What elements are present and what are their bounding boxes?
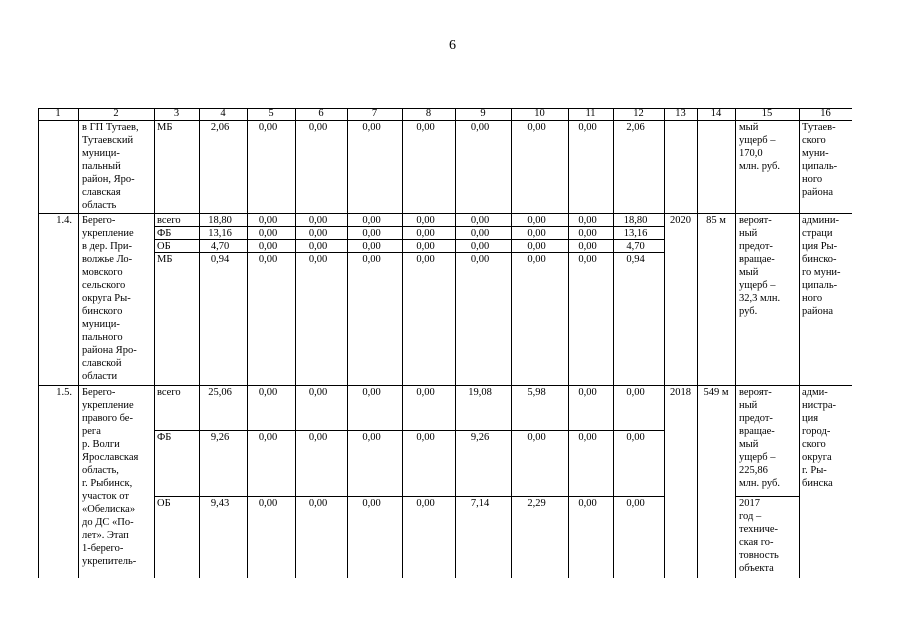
object-name-line: р. Волги bbox=[82, 439, 120, 450]
value-cell: 0,00 bbox=[416, 432, 435, 443]
object-name-line: славской bbox=[82, 358, 122, 369]
object-name-line: рега bbox=[82, 426, 101, 437]
value-cell: 4,70 bbox=[210, 241, 230, 252]
funding-source: ФБ bbox=[157, 432, 172, 443]
funding-source: МБ bbox=[157, 254, 173, 265]
value-cell: 0,00 bbox=[258, 241, 278, 252]
page-number: 6 bbox=[449, 38, 456, 53]
value-cell: 0,00 bbox=[308, 241, 328, 252]
value-cell: 0,00 bbox=[362, 215, 381, 226]
object-name-line: укрепление bbox=[82, 400, 134, 411]
value-cell: 18,80 bbox=[208, 215, 232, 226]
note-line: техниче- bbox=[739, 524, 779, 535]
note-line: год – bbox=[739, 511, 762, 522]
responsible-line: ция bbox=[802, 413, 819, 424]
object-name-line: пального bbox=[82, 332, 123, 343]
object-name-line: в дер. При- bbox=[82, 241, 133, 252]
note-line: руб. bbox=[739, 306, 758, 317]
responsible-line: го муни- bbox=[802, 267, 841, 278]
value-cell: 5,98 bbox=[527, 387, 546, 398]
value-cell: 0,00 bbox=[362, 228, 381, 239]
value-cell: 0,00 bbox=[527, 254, 546, 265]
note-line: млн. руб. bbox=[739, 478, 780, 489]
value-cell: 0,00 bbox=[362, 498, 381, 509]
note-line: товность bbox=[739, 550, 779, 561]
note-line: млн. руб. bbox=[739, 161, 780, 172]
note-line: ный bbox=[739, 228, 758, 239]
note-line: предот- bbox=[739, 241, 773, 252]
object-name-line: участок от bbox=[82, 491, 129, 502]
value-cell: 0,00 bbox=[258, 228, 278, 239]
length-cell: 549 м bbox=[703, 387, 729, 398]
value-cell: 0,00 bbox=[527, 215, 546, 226]
object-name-line: область, bbox=[82, 465, 119, 476]
value-cell: 0,00 bbox=[527, 122, 546, 133]
value-cell: 0,00 bbox=[578, 215, 597, 226]
responsible-line: г. Ры- bbox=[802, 465, 827, 476]
value-cell: 0,00 bbox=[626, 387, 645, 398]
responsible-line: округа bbox=[802, 452, 832, 463]
value-cell: 0,00 bbox=[258, 432, 278, 443]
object-name-line: укрепитель- bbox=[82, 556, 137, 567]
funding-source: ФБ bbox=[157, 228, 172, 239]
note-line: ущерб – bbox=[739, 280, 776, 291]
value-cell: 0,00 bbox=[416, 254, 435, 265]
note-line: 32,3 млн. bbox=[739, 293, 781, 304]
year-cell: 2020 bbox=[670, 215, 691, 226]
note-line: ный bbox=[739, 400, 758, 411]
value-cell: 18,80 bbox=[623, 215, 648, 226]
value-cell: 0,00 bbox=[362, 122, 381, 133]
responsible-line: ного bbox=[802, 174, 823, 185]
header-cell: 11 bbox=[585, 108, 596, 119]
header-cell: 8 bbox=[425, 108, 432, 119]
value-cell: 0,00 bbox=[578, 432, 597, 443]
note-line: вращае- bbox=[739, 426, 775, 437]
object-name-line: бинского bbox=[82, 306, 123, 317]
object-name-line: укрепление bbox=[82, 228, 134, 239]
header-cell: 9 bbox=[480, 108, 486, 119]
object-name-line: сельского bbox=[82, 280, 126, 291]
value-cell: 0,00 bbox=[362, 241, 381, 252]
note-line: вероят- bbox=[739, 215, 772, 226]
object-name-line: пальный bbox=[82, 161, 121, 172]
responsible-line: ципаль- bbox=[802, 161, 838, 172]
value-cell: 2,06 bbox=[210, 122, 230, 133]
object-name-line: Берего- bbox=[82, 215, 116, 226]
note-line: 170,0 bbox=[739, 148, 763, 159]
value-cell: 0,00 bbox=[308, 228, 328, 239]
object-name-line: района Яро- bbox=[82, 345, 137, 356]
object-name-line: муници- bbox=[82, 148, 120, 159]
value-cell: 0,00 bbox=[470, 228, 490, 239]
value-cell: 0,00 bbox=[416, 387, 435, 398]
responsible-line: района bbox=[802, 306, 834, 317]
responsible-line: ского bbox=[802, 439, 826, 450]
responsible-line: Тутаев- bbox=[802, 122, 836, 133]
responsible-line: страци bbox=[802, 228, 833, 239]
value-cell: 2,06 bbox=[626, 122, 645, 133]
value-cell: 0,00 bbox=[416, 215, 435, 226]
value-cell: 0,00 bbox=[258, 254, 278, 265]
value-cell: 13,16 bbox=[623, 228, 648, 239]
value-cell: 0,00 bbox=[527, 432, 546, 443]
responsible-line: района bbox=[802, 187, 834, 198]
header-cell: 10 bbox=[534, 108, 545, 119]
note-line: 225,86 bbox=[739, 465, 768, 476]
value-cell: 2,29 bbox=[527, 498, 546, 509]
responsible-line: город- bbox=[802, 426, 831, 437]
object-name-line: до ДС «По- bbox=[82, 517, 134, 528]
data-table bbox=[38, 108, 852, 578]
object-name-line: волжье Ло- bbox=[82, 254, 133, 265]
responsible-line: ция Ры- bbox=[802, 241, 838, 252]
value-cell: 0,94 bbox=[210, 254, 230, 265]
value-cell: 0,00 bbox=[258, 498, 278, 509]
value-cell: 0,00 bbox=[258, 387, 278, 398]
value-cell: 0,00 bbox=[416, 241, 435, 252]
value-cell: 0,00 bbox=[308, 498, 328, 509]
value-cell: 0,00 bbox=[527, 241, 546, 252]
note-line: вращае- bbox=[739, 254, 775, 265]
note-line: 2017 bbox=[739, 498, 760, 509]
note-line: ская го- bbox=[739, 537, 774, 548]
value-cell: 9,43 bbox=[210, 498, 230, 509]
funding-source: всего bbox=[157, 215, 181, 226]
value-cell: 7,14 bbox=[470, 498, 490, 509]
object-name-line: области bbox=[82, 371, 118, 382]
value-cell: 0,00 bbox=[626, 432, 645, 443]
funding-source: ОБ bbox=[157, 241, 171, 252]
value-cell: 0,00 bbox=[578, 122, 597, 133]
object-name-line: правого бе- bbox=[82, 413, 133, 424]
value-cell: 0,00 bbox=[308, 254, 328, 265]
value-cell: 0,00 bbox=[578, 241, 597, 252]
responsible-line: бинска bbox=[802, 478, 833, 489]
header-cell: 2 bbox=[113, 108, 119, 119]
value-cell: 0,00 bbox=[308, 215, 328, 226]
object-name-line: славская bbox=[82, 187, 121, 198]
value-cell: 0,00 bbox=[470, 215, 490, 226]
object-name-line: лет». Этап bbox=[82, 530, 129, 541]
object-name-line: Тутаевский bbox=[82, 135, 134, 146]
value-cell: 0,00 bbox=[578, 228, 597, 239]
responsible-line: нистра- bbox=[802, 400, 837, 411]
note-line: вероят- bbox=[739, 387, 772, 398]
value-cell: 13,16 bbox=[208, 228, 232, 239]
value-cell: 0,00 bbox=[578, 254, 597, 265]
value-cell: 0,00 bbox=[626, 498, 645, 509]
header-cell: 1 bbox=[55, 108, 61, 119]
value-cell: 0,00 bbox=[470, 241, 490, 252]
funding-source: ОБ bbox=[157, 498, 171, 509]
value-cell: 0,94 bbox=[626, 254, 645, 265]
value-cell: 0,00 bbox=[362, 254, 381, 265]
note-line: мый bbox=[739, 267, 759, 278]
responsible-line: ского bbox=[802, 135, 826, 146]
row-number: 1.5. bbox=[56, 387, 72, 398]
header-cell: 4 bbox=[220, 108, 226, 119]
value-cell: 0,00 bbox=[258, 215, 278, 226]
header-cell: 5 bbox=[268, 108, 274, 119]
value-cell: 4,70 bbox=[626, 241, 645, 252]
value-cell: 0,00 bbox=[258, 122, 278, 133]
object-name-line: область bbox=[82, 200, 117, 211]
value-cell: 0,00 bbox=[416, 122, 435, 133]
responsible-line: админи- bbox=[802, 215, 840, 226]
header-cell: 7 bbox=[371, 108, 378, 119]
object-name-line: г. Рыбинск, bbox=[82, 478, 133, 489]
header-cell: 13 bbox=[675, 108, 686, 119]
note-line: мый bbox=[739, 439, 759, 450]
object-name-line: 1-берего- bbox=[82, 543, 124, 554]
object-name-line: округа Ры- bbox=[82, 293, 131, 304]
value-cell: 0,00 bbox=[470, 254, 490, 265]
responsible-line: бинско- bbox=[802, 254, 837, 265]
object-name-line: муници- bbox=[82, 319, 120, 330]
note-line: мый bbox=[739, 122, 759, 133]
object-name-line: «Обелиска» bbox=[82, 504, 136, 515]
object-name-line: Ярославская bbox=[82, 452, 139, 463]
year-cell: 2018 bbox=[670, 387, 691, 398]
value-cell: 0,00 bbox=[416, 498, 435, 509]
value-cell: 0,00 bbox=[578, 498, 597, 509]
value-cell: 25,06 bbox=[208, 387, 232, 398]
responsible-line: муни- bbox=[802, 148, 829, 159]
note-line: объекта bbox=[739, 563, 774, 574]
responsible-line: ципаль- bbox=[802, 280, 838, 291]
value-cell: 0,00 bbox=[470, 122, 490, 133]
value-cell: 0,00 bbox=[308, 432, 328, 443]
value-cell: 0,00 bbox=[578, 387, 597, 398]
header-cell: 12 bbox=[633, 108, 644, 119]
funding-source: МБ bbox=[157, 122, 173, 133]
note-line: ущерб – bbox=[739, 452, 776, 463]
row-number: 1.4. bbox=[56, 215, 72, 226]
value-cell: 0,00 bbox=[527, 228, 546, 239]
value-cell: 0,00 bbox=[362, 432, 381, 443]
value-cell: 0,00 bbox=[308, 122, 328, 133]
responsible-line: адми- bbox=[802, 387, 828, 398]
note-line: ущерб – bbox=[739, 135, 776, 146]
value-cell: 0,00 bbox=[416, 228, 435, 239]
object-name-line: район, Яро- bbox=[82, 174, 135, 185]
note-line: предот- bbox=[739, 413, 773, 424]
header-cell: 14 bbox=[710, 108, 722, 119]
value-cell: 9,26 bbox=[470, 432, 490, 443]
responsible-line: ного bbox=[802, 293, 823, 304]
length-cell: 85 м bbox=[706, 215, 726, 226]
value-cell: 0,00 bbox=[308, 387, 328, 398]
funding-source: всего bbox=[157, 387, 181, 398]
value-cell: 0,00 bbox=[362, 387, 381, 398]
value-cell: 9,26 bbox=[210, 432, 230, 443]
header-cell: 16 bbox=[820, 108, 831, 119]
value-cell: 19,08 bbox=[468, 387, 492, 398]
header-cell: 3 bbox=[173, 108, 180, 119]
object-name-line: в ГП Тутаев, bbox=[82, 122, 139, 133]
object-name-line: Берего- bbox=[82, 387, 116, 398]
header-cell: 6 bbox=[318, 108, 324, 119]
object-name-line: мовского bbox=[82, 267, 123, 278]
header-cell: 15 bbox=[761, 108, 773, 119]
